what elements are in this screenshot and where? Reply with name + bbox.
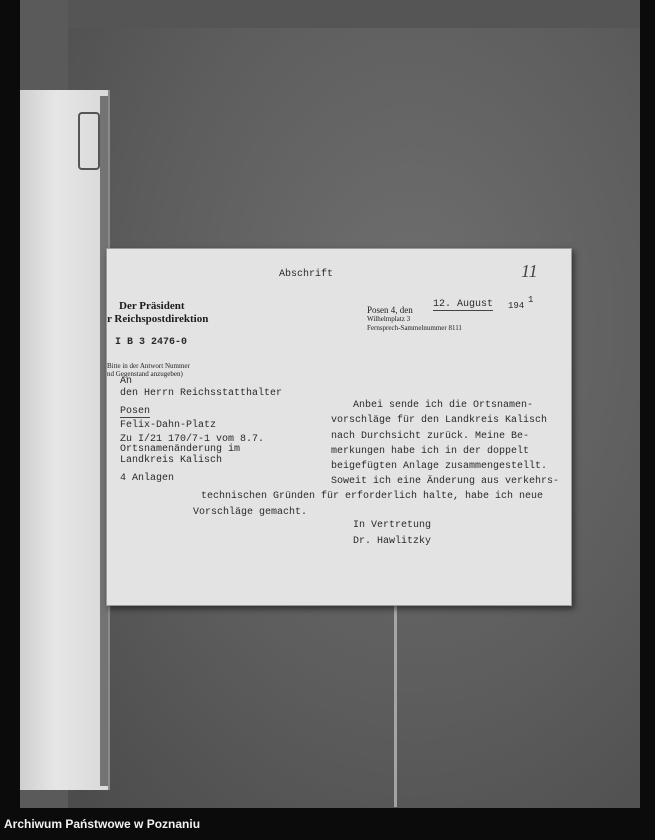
phone-line: Fernsprech-Sammelnummer 8111: [367, 324, 462, 332]
sender-line-2: r Reichspostdirektion: [107, 313, 209, 325]
body-line: technischen Gründen für erforderlich halte, habe ich neue: [201, 491, 544, 502]
archive-caption: Archiwum Państwowe w Poznaniu: [4, 817, 201, 831]
body-line: Anbei sende ich die Ortsnamen-: [353, 400, 534, 411]
subject-line-3: Landkreis Kalisch: [120, 455, 223, 466]
letter-date-year-suffix: 1: [528, 295, 534, 305]
closing-line-1: In Vertretung: [353, 520, 432, 531]
closing-signature: Dr. Hawlitzky: [353, 536, 432, 547]
paper-clip-icon: [78, 112, 100, 170]
recipient-line-2: den Herrn Reichsstatthalter: [120, 388, 283, 399]
recipient-line-3: Posen: [120, 406, 151, 417]
reference-note-line-1: Bitte in der Antwort Nummer: [107, 362, 190, 370]
left-paper-strip: [20, 90, 110, 790]
subject-line-1: Zu I/21 170/7-1 vom 8.7.: [120, 434, 265, 445]
folder-crease: [394, 592, 397, 807]
folder-top-edge: [68, 0, 640, 28]
recipient-line-1: An: [120, 376, 133, 387]
body-line: nach Durchsicht zurück. Meine Be-: [331, 431, 530, 442]
letter-date: 12. August: [433, 299, 494, 310]
page-number: 11: [521, 261, 538, 281]
body-line: vorschläge für den Landkreis Kalisch: [331, 415, 548, 426]
subject-line-2: Ortsnamenänderung im: [120, 444, 241, 455]
body-line: beigefügten Anlage zusammengestellt.: [331, 461, 548, 472]
recipient-line-4: Felix-Dahn-Platz: [120, 420, 217, 431]
sender-line-1: Der Präsident: [119, 300, 185, 312]
document-heading: Abschrift: [279, 269, 334, 280]
body-line: merkungen habe ich in der doppelt: [331, 446, 530, 457]
reference-note-line-2: nd Gegenstand anzugeben): [107, 370, 183, 378]
address-line: Wilhelmplatz 3: [367, 315, 411, 323]
place-prefix: Posen 4, den: [367, 305, 413, 315]
body-line: Vorschläge gemacht.: [193, 507, 308, 518]
document-sheet: [106, 248, 572, 606]
subject-line-4: 4 Anlagen: [120, 473, 175, 484]
letter-date-year: 194: [508, 301, 525, 311]
body-line: Soweit ich eine Änderung aus verkehrs-: [331, 476, 560, 487]
reference-code: I B 3 2476-0: [115, 337, 188, 348]
